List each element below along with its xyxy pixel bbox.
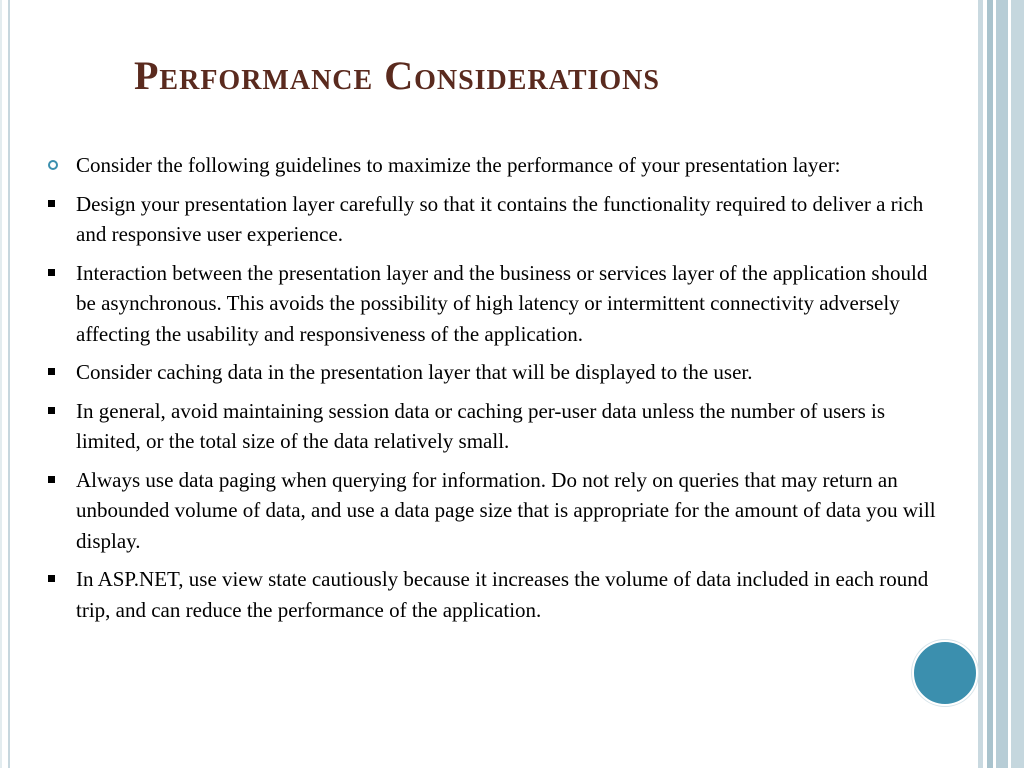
square-bullet-icon — [48, 476, 55, 483]
list-item-text: Design your presentation layer carefully so that it contains the functionality required to deliver a rich and responsive user experience. — [76, 191, 924, 246]
left-border-line-inner — [8, 0, 10, 768]
list-item-text: In ASP.NET, use view state cautiously because it increases the volume of data included in each round trip, and can reduce the performance of the application. — [76, 567, 929, 622]
square-bullet-icon — [48, 269, 55, 276]
right-decorative-stripe — [996, 0, 1008, 768]
list-item — [46, 189, 951, 250]
left-border-line — [0, 0, 2, 768]
list-item — [46, 564, 951, 625]
square-bullet-icon — [48, 368, 55, 375]
list-item — [46, 396, 951, 457]
slide-body — [46, 150, 951, 633]
list-item — [46, 465, 951, 557]
list-item-text: Interaction between the presentation layer and the business or services layer of the application should be asynchronous. This avoids the possibility of high latency or intermittent connectivity adversely affecting the usability and responsiveness of the application. — [76, 260, 928, 346]
square-bullet-icon — [48, 407, 55, 414]
list-item-text: Consider caching data in the presentation layer that will be displayed to the user. — [76, 360, 753, 384]
square-bullet-icon — [48, 200, 55, 207]
list-item-text: Always use data paging when querying for information. Do not rely on queries that may return an unbounded volume of data, and use a data page size that is appropriate for the amount of data you will display. — [76, 467, 936, 553]
list-item-text: In general, avoid maintaining session data or caching per-user data unless the number of users is limited, or the total size of the data relatively small. — [76, 398, 886, 453]
intro-bullet — [46, 150, 951, 181]
list-item — [46, 258, 951, 350]
right-decorative-stripe — [1011, 0, 1024, 768]
decorative-circle — [912, 640, 978, 706]
slide-title: Performance Considerations — [134, 53, 660, 98]
list-item — [46, 357, 951, 388]
ring-bullet-icon — [48, 160, 58, 170]
intro-text: Consider the following guidelines to maximize the performance of your presentation layer: — [76, 153, 841, 177]
square-bullet-icon — [48, 575, 55, 582]
